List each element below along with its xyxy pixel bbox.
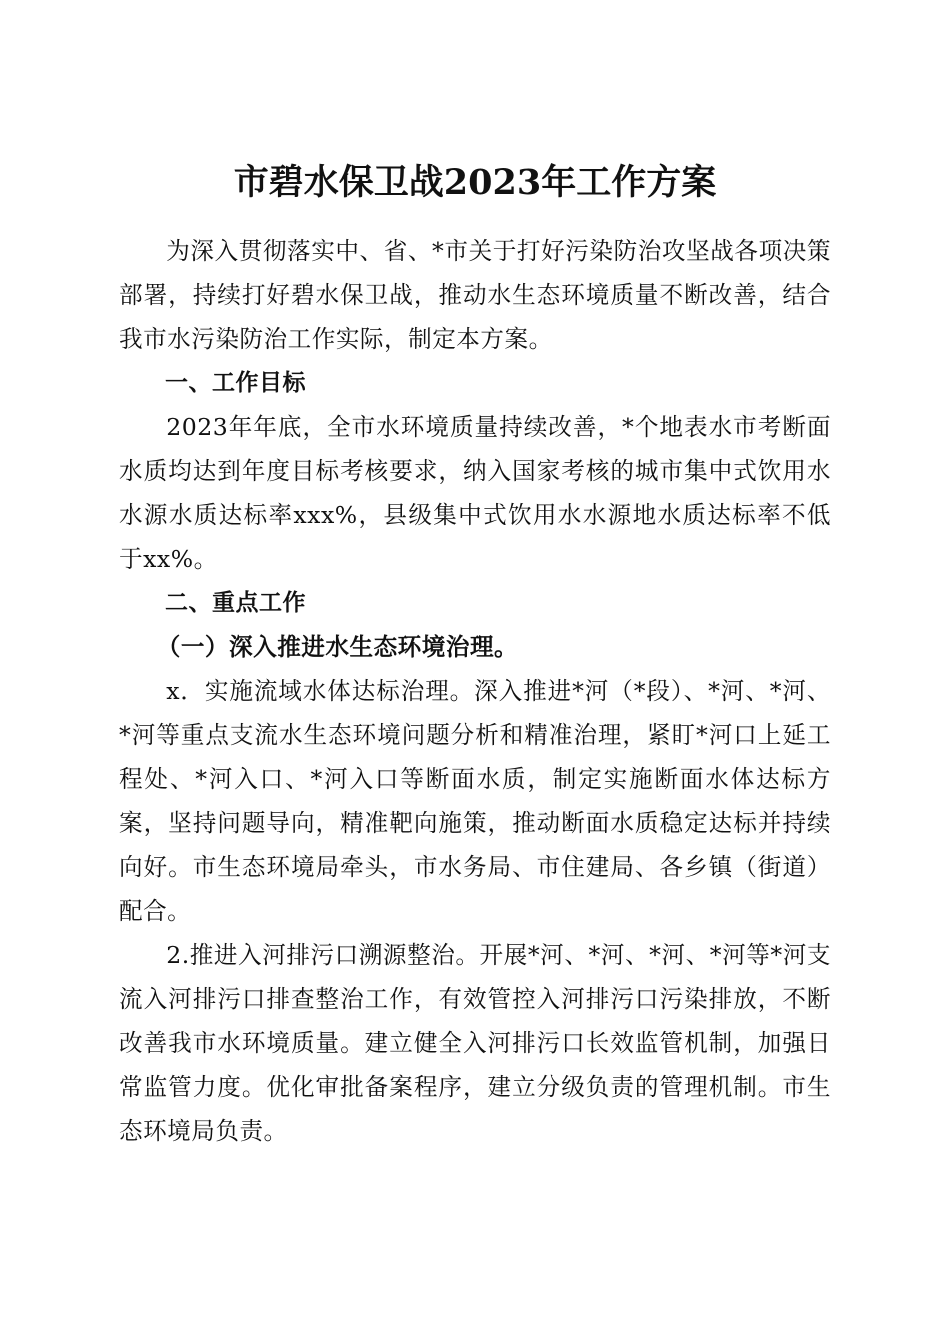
item-paragraph-2: 2.推进入河排污口溯源整治。开展*河、*河、*河、*河等*河支流入河排污口排查整治工作，有效管控入河排污口污染排放，不断改善我市水环境质量。建立健全入河排污口长效监管机制，加强日常监管力度。优化审批备案程序，建立分级负责的管理机制。市生态环境局负责。 bbox=[119, 941, 831, 1145]
intro-paragraph: 为深入贯彻落实中、省、*市关于打好污染防治攻坚战各项决策部署，持续打好碧水保卫战，推动水生态环境质量不断改善，结合我市水污染防治工作实际，制定本方案。 bbox=[119, 237, 831, 353]
goals-paragraph: 2023年年底，全市水环境质量持续改善，*个地表水市考断面水质均达到年度目标考核要求，纳入国家考核的城市集中式饮用水水源水质达标率xxx%，县级集中式饮用水水源地水质达标率不低于xx%。 bbox=[119, 413, 831, 573]
section-heading-key-work: 二、重点工作 bbox=[165, 590, 306, 616]
section-heading-goals: 一、工作目标 bbox=[165, 370, 306, 396]
document-body bbox=[119, 229, 831, 1153]
document-title: 市碧水保卫战2023年工作方案 bbox=[233, 162, 717, 204]
subsection-heading-water-ecology: （一）深入推进水生态环境治理。 bbox=[156, 633, 519, 661]
item-paragraph-1: x．实施流域水体达标治理。深入推进*河（*段）、*河、*河、*河等重点支流水生态环境问题分析和精准治理，紧盯*河口上延工程处、*河入口、*河入口等断面水质，制定实施断面水体达标方案，坚持问题导向，精准靶向施策，推动断面水质稳定达标并持续向好。市生态环境局牵头，市水务局、市住建局、各乡镇（街道）配合。 bbox=[119, 677, 831, 925]
